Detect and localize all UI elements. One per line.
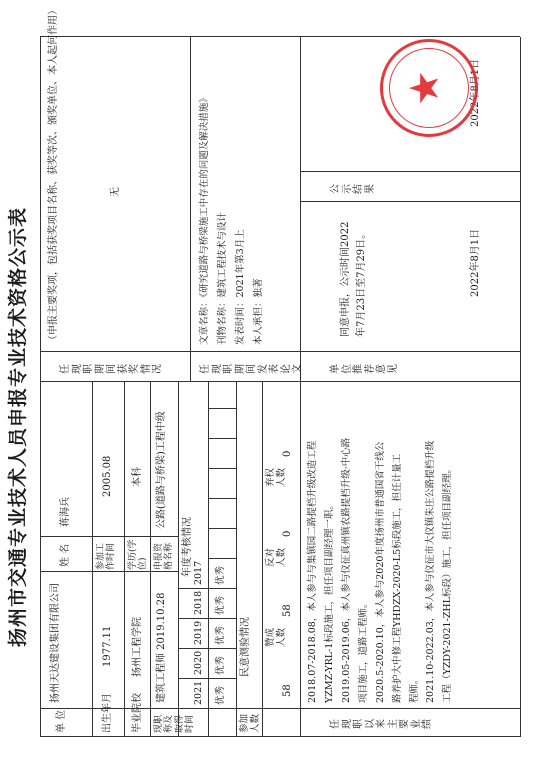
duty-line: 项目施工，道路工程师。 — [357, 598, 369, 703]
table-border-bottom — [520, 37, 521, 737]
table-border-right — [40, 36, 520, 37]
col-line — [208, 438, 236, 439]
col-line — [178, 588, 236, 589]
label-papers: 任现职期间发表论文 — [200, 364, 303, 374]
duty-line: YZMZ-YRL-1标段施工，担任项目副经理一职。 — [323, 500, 335, 703]
row-line — [124, 382, 125, 737]
value-school: 扬州工程学院 — [132, 617, 143, 677]
col-line — [208, 498, 236, 499]
review-result: 优秀 — [215, 655, 226, 675]
duty-line: 工程（YZDY-2021-ZHL标段）施工，担任项目副经理。 — [442, 463, 454, 703]
rec-date: 2022年8月1日 — [470, 228, 481, 297]
row-line — [300, 37, 301, 382]
rec-text-1: 同意申报，公示时间2022 — [340, 221, 351, 337]
value-qual: 建筑工程师 2019.10.28 — [156, 592, 167, 703]
review-year: 2019 — [193, 620, 204, 645]
label-agree: 赞成人数 — [265, 627, 287, 647]
duty-line: 程师。 — [408, 674, 420, 703]
rec-text-2: 年7月23日至7月29日。 — [356, 228, 367, 337]
review-year: 2017 — [193, 560, 204, 585]
label-apply: 申报资格名称 — [154, 542, 175, 570]
review-year: 2018 — [193, 590, 204, 615]
review-year: 2020 — [193, 650, 204, 675]
row-line — [262, 382, 263, 737]
review-result: 优秀 — [215, 625, 226, 645]
col-line — [178, 618, 236, 619]
row-line — [236, 382, 237, 737]
value-participants: 58 — [282, 684, 293, 697]
label-abstain: 弃权人数 — [265, 467, 287, 487]
col-line — [40, 536, 178, 537]
row-line — [150, 382, 151, 737]
col-line — [178, 678, 236, 679]
table-border-top — [40, 37, 41, 737]
duty-line: 2019.05-2019.06，本人参与仪征真州镇农路提档升级·中心路 — [340, 437, 352, 703]
paper-line: 本人承担：独著 — [252, 278, 264, 345]
col-line — [208, 558, 236, 559]
company-seal — [380, 39, 478, 137]
label-participants: 参加人数 — [239, 713, 261, 733]
col-line — [208, 408, 236, 409]
review-result: 优秀 — [215, 685, 226, 705]
value-apply: 公路(道路与桥梁)工程中级 — [156, 411, 167, 529]
value-unit: 扬州天达建设集团有限公司 — [50, 583, 61, 703]
awards-note: （申报主要奖项，包括获奖项目名称、获奖等次、颁奖单位、本人起何作用） — [48, 5, 59, 345]
review-result: 优秀 — [215, 565, 226, 585]
col-line — [300, 171, 520, 172]
value-work-time: 2005.08 — [102, 455, 113, 497]
label-name: 姓 名 — [60, 543, 71, 567]
review-result: 优秀 — [215, 595, 226, 615]
value-name: 蒋海兵 — [60, 497, 71, 527]
label-school: 毕业院校 — [132, 693, 143, 733]
table-split — [40, 381, 520, 382]
duty-line: 2018.07-2018.08，本人参与与集镇园二路提档升级改造工程 — [307, 440, 318, 703]
label-duty: 任现职以来主要业绩 — [330, 719, 433, 729]
col-line — [208, 468, 236, 469]
label-unit: 单 位 — [56, 709, 67, 733]
duty-line: 路养护大中修工程YHDZX-2020-L5标段施工，担任计量工 — [391, 453, 403, 703]
duty-line: 2021.10-2022.03，本人参与仪征市大仪镇朱庄公路提档升级 — [425, 440, 437, 703]
duty-line: 2020.5-2020.10，本人参与2020年度扬州市普通国省干线公 — [374, 441, 386, 703]
label-birth: 出生年月 — [102, 693, 113, 733]
label-work-time: 参加工作时间 — [96, 542, 117, 570]
value-degree: 本科 — [132, 467, 143, 487]
col-line — [40, 571, 178, 572]
value-abstain: 0 — [282, 450, 293, 457]
col-line — [208, 528, 236, 529]
paper-line: 发表时间：2021年第3月上 — [234, 229, 246, 345]
row-line — [92, 382, 93, 737]
paper-text — [200, 45, 272, 345]
label-oppose: 反对人数 — [265, 547, 287, 567]
paper-line: 刊物名称：建筑工程技术与设计 — [216, 211, 228, 345]
review-year: 2021 — [193, 680, 204, 705]
row-line — [300, 382, 301, 737]
pub-date: 2022年8月1日 — [470, 58, 481, 127]
row-line — [190, 37, 191, 382]
value-oppose: 0 — [282, 530, 293, 537]
label-awards: 任现职期间获奖情况 — [60, 364, 163, 374]
page-title: 扬州市交通专业技术人员申报专业技术资格公示表 — [7, 206, 29, 647]
table-border-left — [40, 736, 520, 737]
label-review: 年度考核情况 — [182, 517, 193, 577]
label-qual: 现职称及取得时间 — [154, 714, 196, 733]
label-rec: 单位推荐意见 — [330, 364, 399, 374]
paper-line: 文章名称：《研究道路与桥梁施工中存在的问题及解决措施》 — [199, 93, 210, 345]
label-pub-result: 公示结果 — [330, 184, 376, 194]
row-line — [178, 382, 179, 737]
col-line — [178, 648, 236, 649]
duty-text — [308, 385, 460, 703]
col-line — [300, 201, 520, 202]
awards-value: 无 — [110, 187, 121, 197]
seal-star-icon: ★ — [402, 70, 448, 106]
value-agree: 58 — [282, 604, 293, 617]
label-poll: 民意测验情况 — [240, 617, 251, 677]
label-degree: 学历(学位) — [128, 539, 149, 570]
value-birth: 1977.11 — [102, 625, 113, 667]
row-line — [208, 382, 209, 737]
col-line — [40, 351, 520, 352]
